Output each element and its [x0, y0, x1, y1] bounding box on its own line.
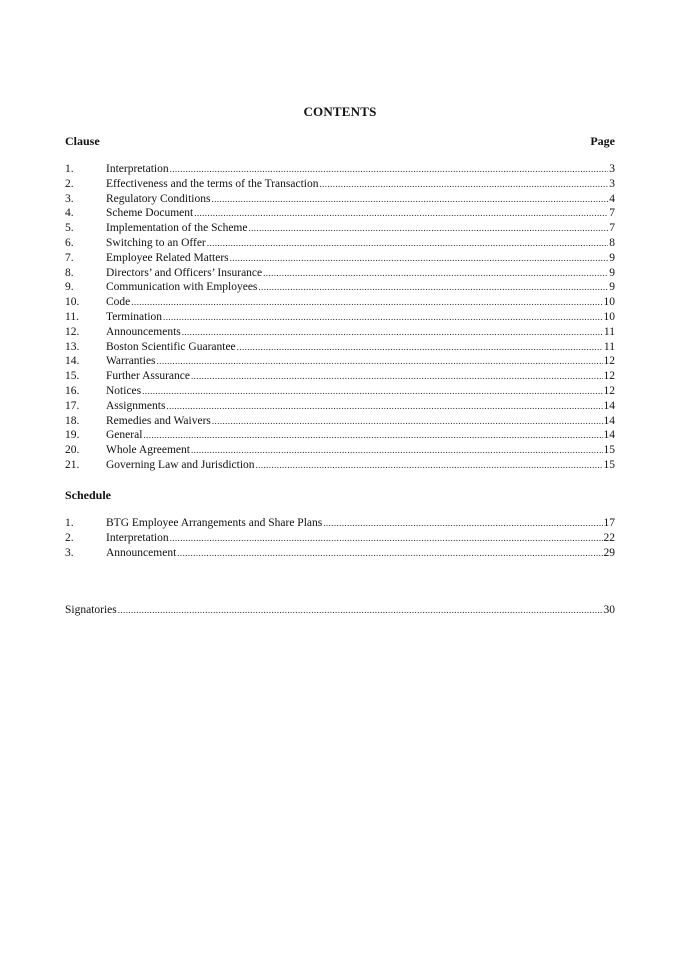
toc-entry-clause-1[interactable] — [65, 162, 615, 177]
toc-entry-label: Interpretation — [106, 531, 169, 544]
toc-entry-clause-9[interactable] — [65, 280, 615, 295]
toc-entry-page: 14 — [603, 429, 615, 442]
toc-entry-number: 21. — [65, 458, 80, 471]
toc-entry-page: 12 — [603, 384, 615, 397]
clause-column-header: Clause — [65, 134, 100, 148]
toc-entry-number: 19. — [65, 429, 80, 442]
toc-entry-clause-18[interactable] — [65, 414, 615, 429]
toc-entry-clause-21[interactable] — [65, 458, 615, 473]
toc-entry-number: 2. — [65, 177, 74, 190]
toc-entry-label: Interpretation — [106, 163, 169, 175]
dot-leader — [191, 443, 603, 458]
toc-entry-page: 30 — [603, 604, 615, 616]
toc-entry-page: 8 — [609, 236, 615, 249]
toc-entry-number: 11. — [65, 310, 79, 323]
toc-entry-number: 1. — [65, 163, 74, 175]
toc-entry-clause-12[interactable] — [65, 325, 615, 340]
toc-entry-number: 15. — [65, 370, 80, 383]
toc-entry-label: Signatories — [65, 604, 117, 616]
signatories-list — [65, 603, 615, 618]
toc-entry-label: Employee Related Matters — [106, 251, 229, 264]
toc-entry-page: 15 — [603, 444, 615, 457]
toc-entry-number: 7. — [65, 251, 74, 264]
toc-entry-page: 9 — [609, 266, 615, 279]
toc-entry-label: Remedies and Waivers — [106, 414, 211, 427]
toc-entry-label: Announcements — [106, 325, 181, 338]
toc-entry-number: 3. — [65, 546, 74, 559]
toc-entry-page: 4 — [609, 192, 615, 205]
toc-entry-clause-10[interactable] — [65, 295, 615, 310]
toc-entry-schedule-1[interactable] — [65, 516, 615, 531]
dot-leader — [194, 206, 608, 221]
toc-entry-clause-13[interactable] — [65, 340, 615, 355]
dot-leader — [142, 384, 602, 399]
toc-entry-page: 14 — [603, 399, 615, 412]
dot-leader — [157, 354, 603, 369]
toc-entry-page: 12 — [603, 355, 615, 368]
dot-leader — [118, 603, 603, 618]
dot-leader — [177, 546, 602, 561]
dot-leader — [263, 266, 608, 281]
dot-leader — [170, 162, 609, 177]
toc-entry-number: 16. — [65, 384, 80, 397]
toc-entry-number: 12. — [65, 325, 80, 338]
toc-entry-clause-14[interactable] — [65, 354, 615, 369]
toc-entry-label: Implementation of the Scheme — [106, 222, 248, 235]
dot-leader — [143, 428, 602, 443]
toc-entry-label: General — [106, 429, 143, 442]
dot-leader — [163, 310, 602, 325]
toc-entry-label: Regulatory Conditions — [106, 192, 211, 205]
dot-leader — [256, 458, 603, 473]
dot-leader — [230, 251, 609, 266]
toc-entry-label: Termination — [106, 310, 163, 323]
toc-entry-number: 18. — [65, 414, 80, 427]
toc-entry-page: 17 — [603, 517, 615, 529]
toc-entry-page: 7 — [609, 207, 615, 220]
toc-entry-clause-20[interactable] — [65, 443, 615, 458]
toc-entry-label: Directors’ and Officers’ Insurance — [106, 266, 263, 279]
toc-entry-clause-5[interactable] — [65, 221, 615, 236]
dot-leader — [211, 192, 608, 207]
dot-leader — [212, 414, 603, 429]
toc-entry-number: 2. — [65, 531, 74, 544]
toc-entry-number: 8. — [65, 266, 74, 279]
toc-entry-label: Warranties — [106, 355, 156, 368]
dot-leader — [166, 399, 602, 414]
toc-entry-number: 20. — [65, 444, 80, 457]
toc-entry-clause-17[interactable] — [65, 399, 615, 414]
toc-entry-clause-19[interactable] — [65, 428, 615, 443]
schedules-list — [65, 516, 615, 560]
toc-entry-page: 22 — [603, 531, 615, 544]
toc-entry-number: 5. — [65, 222, 74, 235]
toc-entry-clause-2[interactable] — [65, 177, 615, 192]
column-headers — [65, 134, 615, 149]
toc-entry-number: 10. — [65, 296, 80, 309]
toc-entry-clause-15[interactable] — [65, 369, 615, 384]
toc-entry-clause-8[interactable] — [65, 266, 615, 281]
toc-entry-page: 12 — [603, 370, 615, 383]
toc-entry-page: 29 — [603, 546, 615, 559]
dot-leader — [320, 177, 609, 192]
dot-leader — [258, 280, 608, 295]
clauses-list — [65, 162, 615, 473]
toc-entry-label: Whole Agreement — [106, 444, 190, 457]
toc-entry-label: Notices — [106, 384, 142, 397]
toc-entry-clause-11[interactable] — [65, 310, 615, 325]
toc-entry-label: Governing Law and Jurisdiction — [106, 458, 255, 471]
toc-entry-label: Boston Scientific Guarantee — [106, 340, 236, 353]
dot-leader — [237, 340, 603, 355]
toc-entry-number: 13. — [65, 340, 80, 353]
toc-entry-label: Further Assurance — [106, 370, 190, 383]
toc-entry-number: 1. — [65, 517, 74, 529]
toc-entry-page: 3 — [609, 177, 615, 190]
toc-entry-page: 9 — [609, 281, 615, 294]
toc-entry-page: 14 — [603, 414, 615, 427]
toc-entry-label: BTG Employee Arrangements and Share Plans — [106, 517, 323, 529]
toc-entry-clause-3[interactable] — [65, 192, 615, 207]
page-title: CONTENTS — [303, 104, 377, 119]
toc-entry-clause-4[interactable] — [65, 206, 615, 221]
toc-entry-clause-7[interactable] — [65, 251, 615, 266]
toc-entry-number: 6. — [65, 236, 74, 249]
dot-leader — [248, 221, 608, 236]
toc-entry-schedule-3[interactable] — [65, 546, 615, 561]
toc-entry-label: Effectiveness and the terms of the Transaction — [106, 177, 319, 190]
toc-entry-page: 3 — [609, 163, 615, 175]
toc-entry-schedule-2[interactable] — [65, 531, 615, 546]
toc-entry-page: 11 — [603, 340, 615, 353]
toc-entry-number: 14. — [65, 355, 80, 368]
toc-entry-number: 9. — [65, 281, 74, 294]
toc-entry-page: 10 — [603, 296, 615, 309]
toc-entry-clause-6[interactable] — [65, 236, 615, 251]
toc-entry-page: 10 — [603, 310, 615, 323]
dot-leader — [323, 516, 602, 531]
page-column-header: Page — [590, 134, 615, 148]
toc-entry-number: 4. — [65, 207, 74, 220]
toc-entry-label: Communication with Employees — [106, 281, 258, 294]
dot-leader — [182, 325, 603, 340]
toc-entry-label: Announcement — [106, 546, 177, 559]
toc-entry-label: Assignments — [106, 399, 166, 412]
toc-entry-label: Code — [106, 296, 131, 309]
toc-entry-page: 11 — [603, 325, 615, 338]
dot-leader — [131, 295, 602, 310]
toc-entry-page: 9 — [609, 251, 615, 264]
dot-leader — [191, 369, 603, 384]
toc-entry-number: 17. — [65, 399, 80, 412]
toc-entry-page: 7 — [609, 222, 615, 235]
toc-entry-page: 15 — [603, 458, 615, 471]
schedule-header: Schedule — [65, 488, 112, 502]
dot-leader — [170, 531, 603, 546]
toc-entry-label: Scheme Document — [106, 207, 194, 220]
toc-entry-signatories[interactable] — [65, 603, 615, 618]
dot-leader — [207, 236, 608, 251]
toc-entry-label: Switching to an Offer — [106, 236, 206, 249]
toc-entry-clause-16[interactable] — [65, 384, 615, 399]
toc-entry-number: 3. — [65, 192, 74, 205]
